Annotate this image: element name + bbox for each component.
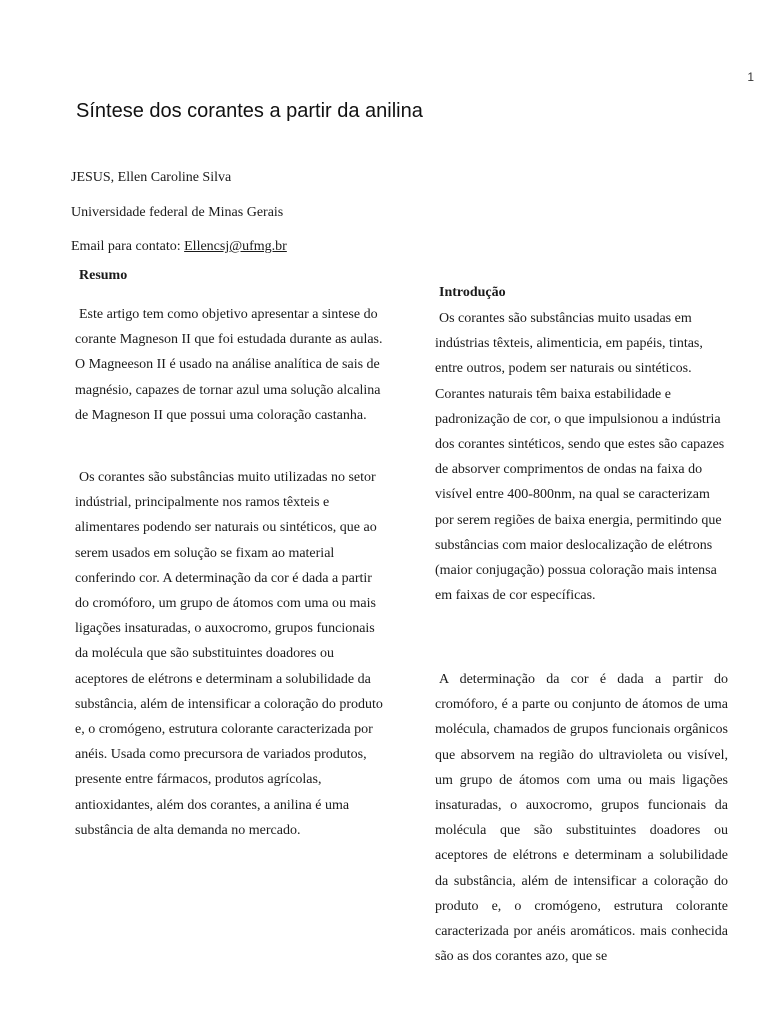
author-block (71, 161, 287, 265)
email-label: Email para contato: (71, 239, 181, 254)
paper-title: Síntese dos corantes a partir da anilina (76, 100, 423, 122)
introduction-paragraph-2: A determinação da cor é dada a partir do cromóforo, é a parte ou conjunto de átomos de uma molécula, chamados de grupos funcionais orgânicos que absorvem na região do ultravioleta ou visível, um grupo de átomos com uma ou mais ligações insaturadas, o auxocromo, grupos funcionais da molécula que são substituintes doadores ou aceptores de elétrons e determinam a solubilidade da substância, além de intensificar a coloração do produto e, o cromógeno, estrutura colorante caracterizada por anéis aromáticos. mais conhecida são as dos corantes azo, que se (435, 672, 728, 965)
email-link[interactable]: Ellencsj@ufmg.br (184, 239, 287, 254)
introduction-heading: Introdução (439, 285, 506, 300)
abstract-heading: Resumo (79, 268, 128, 283)
abstract-paragraph-1: Este artigo tem como objetivo apresentar a sintese do corante Magneson II que foi estudada durante as aulas. O Magneeson II é usado na análise analítica de sais de magnésio, capazes de tornar azul uma solução alcalina de Magneson II que possui uma coloração castanha. (75, 307, 383, 423)
abstract-paragraph-2: Os corantes são substâncias muito utilizadas no setor indústrial, principalmente nos ramos têxteis e alimentares podendo ser naturais ou sintéticos, que ao serem usados em solução se fixam ao material conferindo cor. A determinação da cor é dada a partir do cromóforo, um grupo de átomos com uma ou mais ligações insaturadas, o auxocromo, grupos funcionais da molécula que são substituintes doadores ou aceptores de elétrons e determinam a solubilidade da substância, além de intensificar a coloração do produto e, o cromógeno, estrutura colorante caracterizada por anéis. Usada como precursora de variados produtos, presente entre fármacos, produtos agrícolas, antioxidantes, além dos corantes, a anilina é uma substância de alta demanda no mercado. (75, 470, 383, 838)
page-number: 1 (747, 70, 754, 84)
contact-line (71, 230, 287, 265)
introduction-paragraph-1: Os corantes são substâncias muito usadas em indústrias têxteis, alimenticia, em papéis, tintas, entre outros, podem ser naturais ou sintéticos. Corantes naturais têm baixa estabilidade e padronização de cor, o que impulsionou a indústria dos corantes sintéticos, sendo que estes são capazes de absorver comprimentos de ondas na faixa do visível entre 400-800nm, na qual se caracterizam por serem regiões de baixa energia, permitindo que substâncias com maior deslocalização de elétrons (maior conjugação) possua coloração mais intensa em faixas de cor específicas. (435, 311, 725, 604)
author-name: JESUS, Ellen Caroline Silva (71, 170, 232, 185)
affiliation: Universidade federal de Minas Gerais (71, 204, 284, 220)
